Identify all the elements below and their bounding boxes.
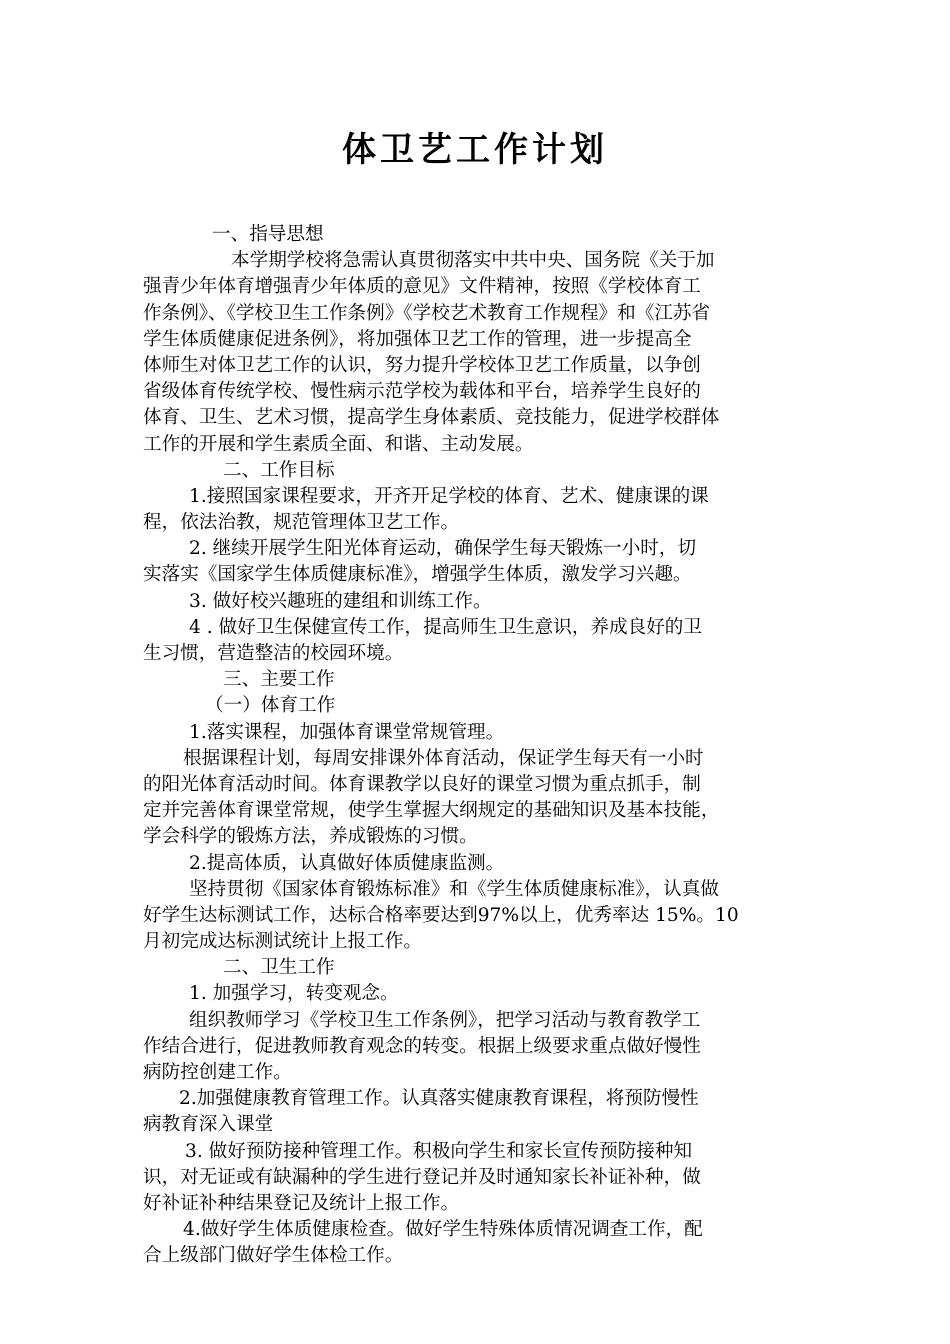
text-line: 1.接照国家课程要求，开齐开足学校的体育、艺术、健康课的课 — [189, 485, 709, 507]
text-line: 生习惯，营造整洁的校园环境。 — [143, 643, 404, 664]
text-line: 坚持贯彻《国家体育锻炼标准》和《学生体质健康标准》，认真做 — [189, 878, 719, 900]
text-line: 3. 做好校兴趣班的建组和训练工作。 — [189, 590, 492, 612]
text-line: 程，依法治教，规范管理体卫艺工作。 — [143, 512, 460, 534]
text-line: 三、主要工作 — [223, 669, 335, 691]
document-body — [143, 222, 813, 1270]
text-line: 病防控创建工作。 — [143, 1062, 292, 1083]
text-line: 二、卫生工作 — [223, 957, 335, 979]
text-line: 作结合进行，促进教师教育观念的转变。根据上级要求重点做好慢性 — [143, 1035, 701, 1057]
text-line: 的阳光体育活动时间。体育课教学以良好的课堂习惯为重点抓手，制 — [143, 773, 701, 795]
text-line: 工作的开展和学生素质全面、和谐、主动发展。 — [143, 433, 534, 455]
text-line: （一）体育工作 — [205, 695, 336, 717]
text-line: 月初完成达标测试统计上报工作。 — [143, 931, 422, 953]
text-line: 强青少年体育增强青少年体质的意见》文件精神，按照《学校体育工 — [143, 276, 701, 298]
text-line: 学生体质健康促进条例》，将加强体卫艺工作的管理，进一步提高全 — [143, 328, 692, 350]
text-line: 合上级部门做好学生体检工作。 — [143, 1245, 404, 1267]
text-line: 二、工作目标 — [223, 459, 335, 481]
text-line: 一、指导思想 — [212, 224, 324, 245]
text-line: 好学生达标测试工作，达标合格率要达到97%以上，优秀率达 15%。10 — [143, 904, 739, 926]
text-line: 4 . 做好卫生保健宣传工作，提高师生卫生意识，养成良好的卫 — [189, 616, 702, 638]
text-line: 作条例》、《学校卫生工作条例》《学校艺术教育工作规程》和《江苏省 — [143, 302, 711, 324]
text-line: 组织教师学习《学校卫生工作条例》，把学习活动与教育教学工 — [189, 1009, 701, 1031]
text-line: 2.提高体质，认真做好体质健康监测。 — [189, 852, 505, 874]
text-line: 2. 继续开展学生阳光体育运动，确保学生每天锻炼一小时，切 — [189, 538, 697, 560]
text-line: 1. 加强学习，转变观念。 — [189, 983, 399, 1005]
text-line: 本学期学校将急需认真贯彻落实中共中央、国务院《关于加 — [231, 250, 715, 272]
text-line: 实落实《国家学生体质健康标准》，增强学生体质，激发学习兴趣。 — [143, 564, 692, 586]
text-line: 体育、卫生、艺术习惯，提高学生身体素质、竞技能力，促进学校群体 — [143, 407, 720, 429]
text-line: 定并完善体育课堂常规，使学生掌握大纲规定的基础知识及基本技能， — [143, 800, 720, 822]
text-line: 好补证补种结果登记及统计上报工作。 — [143, 1192, 460, 1214]
text-line: 识，对无证或有缺漏种的学生进行登记并及时通知家长补证补种，做 — [143, 1166, 701, 1188]
text-line: 根据课程计划，每周安排课外体育活动，保证学生每天有一小时 — [183, 747, 704, 769]
text-line: 4.做好学生体质健康检查。做好学生特殊体质情况调查工作，配 — [183, 1219, 703, 1241]
text-line: 省级体育传统学校、慢性病示范学校为载体和平台，培养学生良好的 — [143, 381, 701, 403]
document-title: 体卫艺工作计划 — [342, 130, 608, 170]
text-line: 2.加强健康教育管理工作。认真落实健康教育课程，将预防慢性 — [179, 1088, 699, 1110]
text-line: 学会科学的锻炼方法，养成锻炼的习惯。 — [143, 826, 478, 848]
text-line: 3. 做好预防接种管理工作。积极向学生和家长宣传预防接种知 — [185, 1140, 693, 1162]
text-line: 病教育深入课堂 — [143, 1114, 274, 1136]
text-line: 体师生对体卫艺工作的认识，努力提升学校体卫艺工作质量，以争创 — [143, 354, 701, 376]
text-line: 1.落实课程，加强体育课堂常规管理。 — [189, 721, 505, 743]
